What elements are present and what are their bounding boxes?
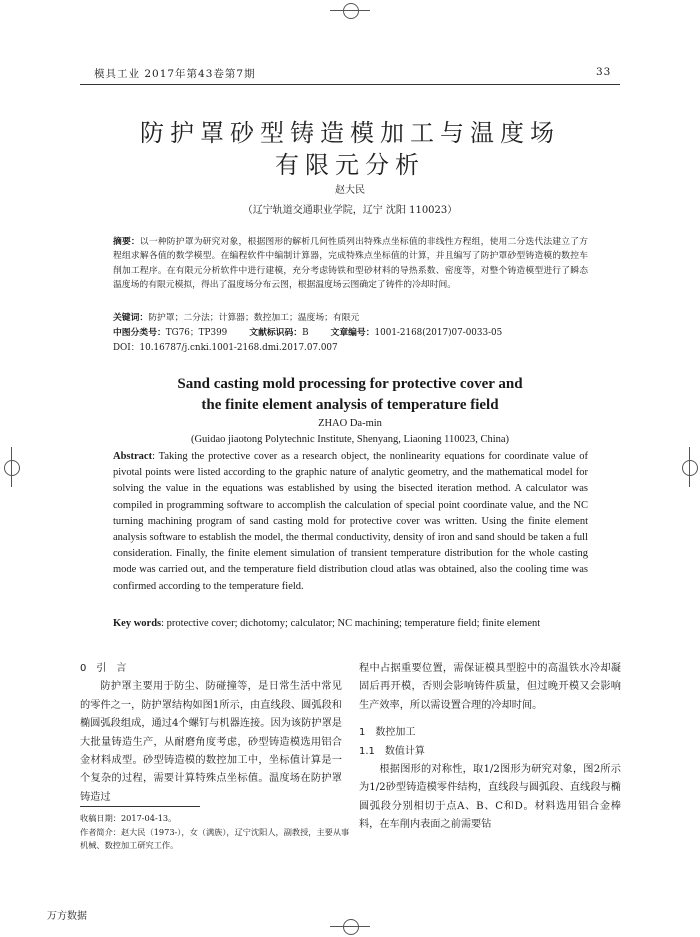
section-1-title: 1 数控加工	[359, 727, 416, 739]
classification-line	[113, 326, 588, 340]
body-right-column	[359, 660, 621, 835]
abstract-en	[113, 449, 588, 595]
doc-code-value: B	[302, 328, 309, 338]
journal-running-head: 模具工业 2017年第43卷第7期	[94, 68, 256, 80]
crop-line-top	[330, 10, 370, 11]
footnote-author-info: 作者简介：赵大民（1973-），女（满族），辽宁沈阳人，副教授，主要从事机械、数控加工研究工作。	[80, 827, 350, 850]
title-en-line1: Sand casting mold processing for protective cover and	[177, 376, 523, 392]
crop-line-bottom	[330, 926, 370, 927]
doi: DOI：10.16787/j.cnki.1001-2168.dmi.2017.07.007	[113, 343, 338, 353]
section-0-title: 0 引 言	[80, 663, 127, 674]
keywords-cn-text: 防护罩；二分法；计算器；数控加工；温度场；有限元	[148, 313, 360, 323]
doc-code-label: 文献标识码：	[249, 328, 303, 338]
abstract-cn-text: 以一种防护罩为研究对象，根据图形的解析几何性质列出特殊点坐标值的非线性方程组，使用二分迭代法建立了方程组求解各值的数学模型。在编程软件中编制计算器，完成特殊点坐标值的计算，并且编写了防护罩砂型铸造模的数控车削加工程序。在有限元分析软件中进行建模，充分考虑铸铁和型砂材料的导热系数、密度等，对整个铸造模型进行了瞬态温度场的有限元模拟，得出了温度场分布云图，根据温度场云图确定了铸件的冷却时间。	[113, 237, 588, 290]
clc-label: 中图分类号：	[113, 328, 166, 338]
title-en-line2: the finite element analysis of temperature field	[201, 397, 499, 413]
article-no-label: 文章编号：	[330, 328, 375, 338]
body-right-paragraph-1: 程中占据重要位置，需保证模具型腔中的高温铁水冷却凝固后再开模，否则会影响铸件质量，但过晚开模又会影响生产效率，所以需设置合理的冷却时间。	[359, 663, 621, 711]
abstract-en-text: : Taking the protective cover as a research object, the nonlinearity equations for coordinate value of pivotal points were listed according to the graphic nature of analytic geometry, and the mathematical model for solving the value in the equations was established by using the bisected iteration method. A calculator was compiled in programming software to accomplish the calculation of special point coordinate value, and the NC turning machining program of sand casting mold for protective cover was written. Using the finite element analysis software to establish the model, the thermal conductivity, density of iron and sand should be taken a full consideration. Finally, the finite element simulation of transient temperature distribution for the whole casting mode was carried out, and the temperature field distribution cloud atlas was obtained, also the cooling time was confirmed according to the temperature field.	[113, 451, 588, 592]
body-left-paragraph: 防护罩主要用于防尘、防碰撞等，是日常生活中常见的零件之一，防护罩结构如图1所示，由直线段、圆弧段和椭圆弧段组成，通过4个螺钉与机器连接。因为该防护罩是大批量铸造生产，从耐磨角度考虑，砂型铸造模选用铝合金材料成型。砂型铸造模的数控加工中，坐标值计算是一个复杂的过程，需要计算特殊点坐标值。温度场在防护罩铸造过	[80, 681, 342, 803]
keywords-en	[113, 616, 588, 632]
abstract-en-label: Abstract	[113, 451, 153, 462]
affiliation-cn: （辽宁轨道交通职业学院，辽宁 沈阳 110023）	[242, 205, 458, 216]
author-cn: 赵大民	[335, 185, 365, 196]
keywords-en-label: Key words	[113, 618, 162, 629]
page-number: 33	[596, 66, 612, 78]
title-cn-line2: 有限元分析	[275, 151, 425, 179]
crop-mark-right	[682, 460, 698, 476]
abstract-cn	[113, 235, 588, 292]
watermark-wanfang: 万方数据	[47, 911, 87, 922]
footnote-received: 收稿日期：2017-04-13。	[80, 813, 177, 823]
abstract-cn-label: 摘要：	[113, 237, 140, 247]
author-en: ZHAO Da-min	[318, 418, 382, 429]
body-left-column	[80, 660, 342, 807]
article-no-value: 1001-2168(2017)07-0033-05	[374, 328, 503, 338]
keywords-en-text: : protective cover; dichotomy; calculator; NC machining; temperature field; finite element	[161, 618, 541, 629]
header-rule	[80, 84, 620, 85]
crop-mark-top	[343, 3, 359, 19]
section-1-1-title: 1.1 数值计算	[359, 745, 425, 757]
footnote-rule	[80, 806, 200, 807]
title-cn-line1: 防护罩砂型铸造模加工与温度场	[140, 119, 560, 147]
crop-mark-bottom	[343, 919, 359, 935]
crop-line-right	[689, 447, 690, 487]
keywords-cn	[113, 311, 588, 325]
body-right-paragraph-2: 根据图形的对称性，取1/2图形为研究对象，图2所示为1/2砂型铸造模零件结构，直线段与圆弧段、直线段与椭圆弧段分别相切于点A、B、C和D。材料选用铝合金棒料，在车削内表面之前需要钻	[359, 764, 621, 831]
crop-line-left	[11, 447, 12, 487]
clc-value: TG76；TP399	[165, 328, 228, 338]
keywords-cn-label: 关键词：	[113, 313, 149, 323]
crop-mark-left	[4, 460, 20, 476]
affiliation-en: (Guidao jiaotong Polytechnic Institute, Shenyang, Liaoning 110023, China)	[190, 434, 510, 445]
